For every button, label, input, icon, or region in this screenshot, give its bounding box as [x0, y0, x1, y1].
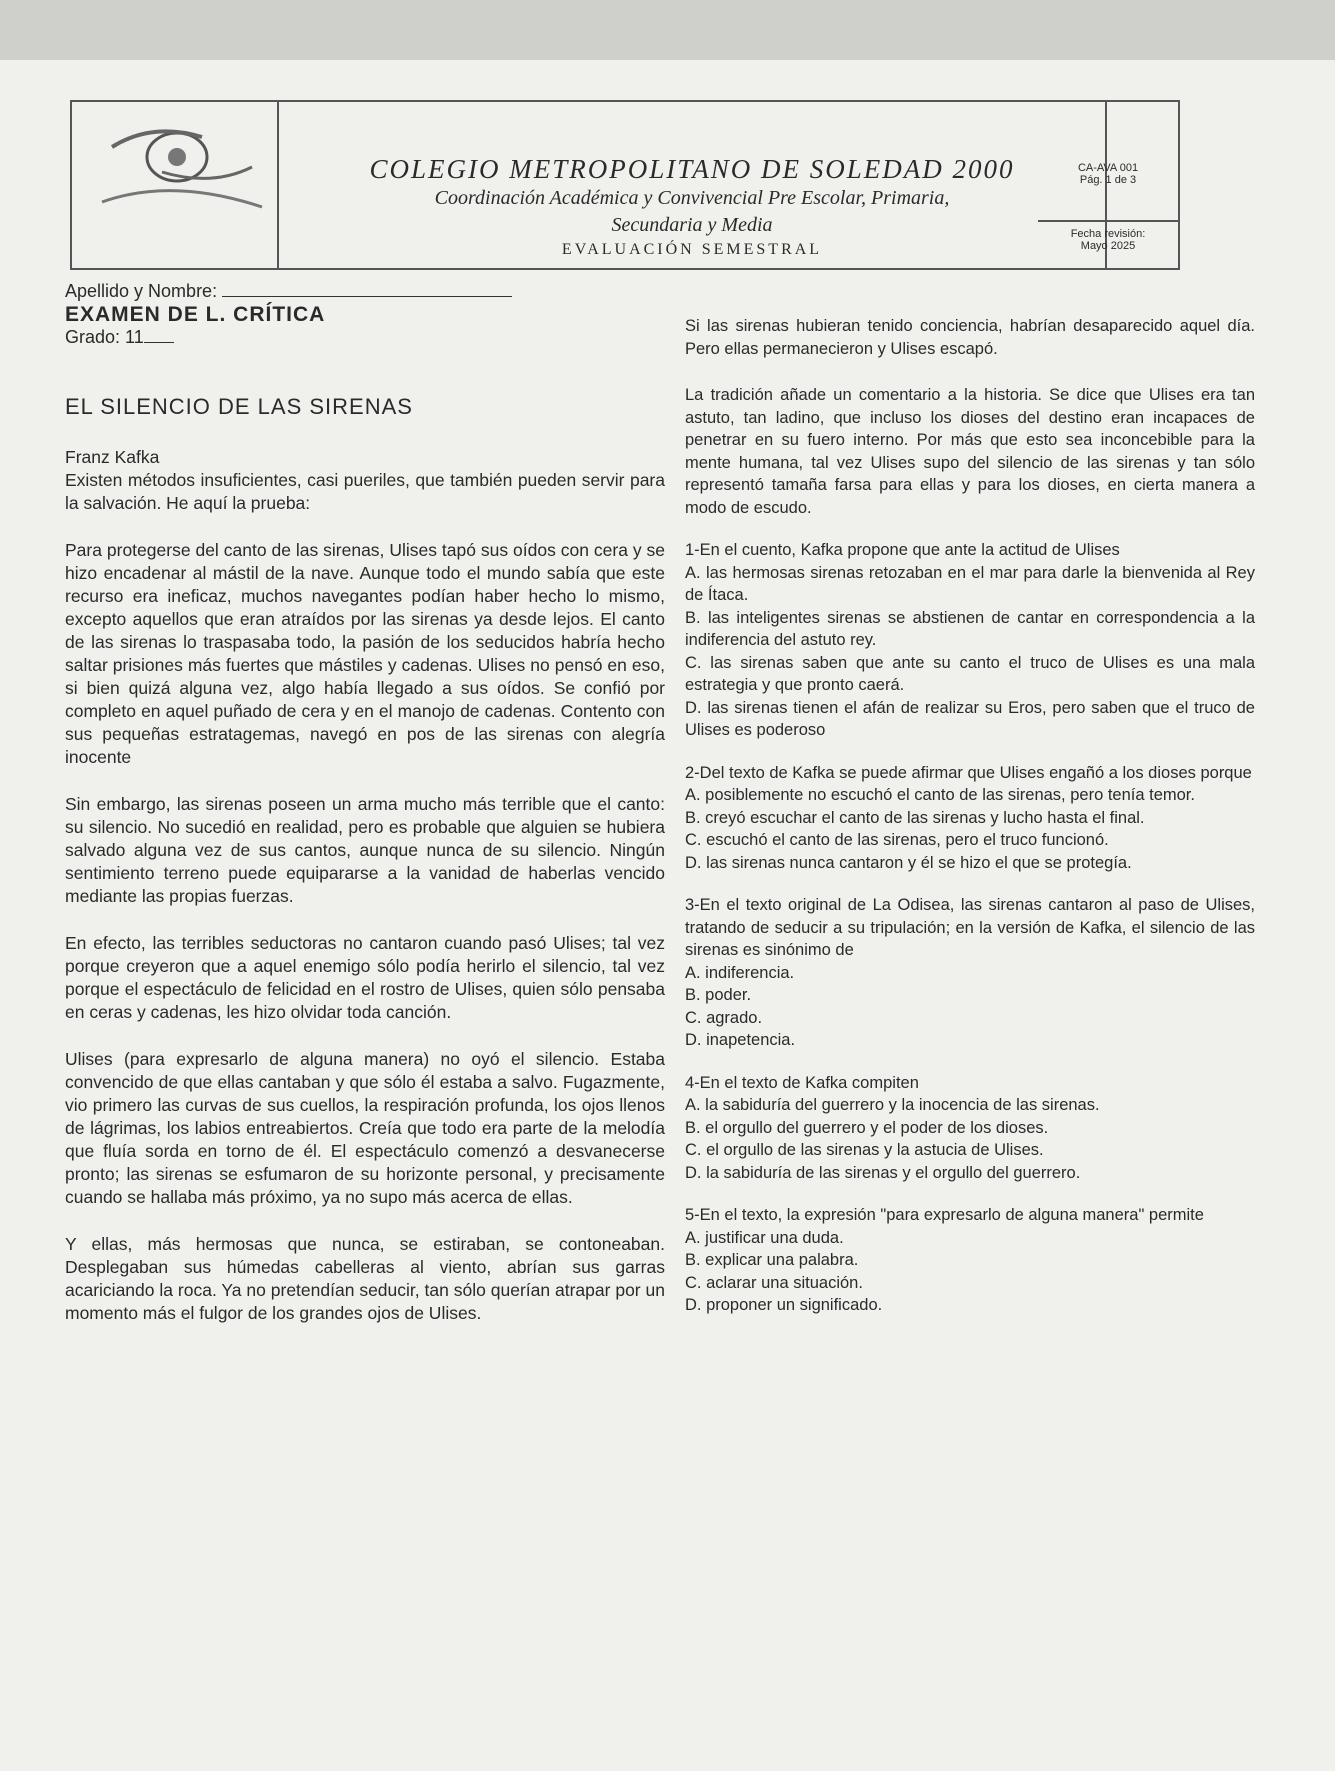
answer-option[interactable]: B. las inteligentes sirenas se abstienen de cantar en correspondencia a la indiferencia del astuto rey. — [685, 608, 1255, 649]
answer-option[interactable]: C. las sirenas saben que ante su canto el truco de Ulises es una mala estrategia y que pronto caerá. — [685, 653, 1255, 694]
answer-option[interactable]: D. la sabiduría de las sirenas y el orgullo del guerrero. — [685, 1163, 1081, 1182]
name-field — [65, 280, 665, 303]
document-code: CA-AVA 001 — [1077, 162, 1139, 174]
answer-option[interactable]: B. el orgullo del guerrero y el poder de los dioses. — [685, 1118, 1049, 1137]
question-2 — [685, 762, 1255, 875]
question-stem: 1-En el cuento, Kafka propone que ante la actitud de Ulises — [685, 541, 1120, 559]
document-header — [70, 100, 1180, 270]
school-name: COLEGIO METROPOLITANO DE SOLEDAD 2000 — [369, 154, 1015, 184]
story-paragraph: Y ellas, más hermosas que nunca, se estiraban, se contoneaban. Desplegaban sus húmedas cabelleras al viento, abrían sus garras acariciando la roca. Ya no pretendían seducir, tan sólo querían atrapar por un momento más el fulgor de los grandes ojos de Ulises. — [65, 1234, 665, 1323]
answer-option[interactable]: D. las sirenas tienen el afán de realizar su Eros, pero saben que el truco de Ulises es poderoso — [685, 698, 1255, 739]
answer-option[interactable]: A. las hermosas sirenas retozaban en el mar para darle la bienvenida al Rey de Ítaca. — [685, 563, 1255, 604]
answer-option[interactable]: A. posiblemente no escuchó el canto de las sirenas, pero tenía temor. — [685, 786, 1195, 804]
revision-label: Fecha revisión: — [1070, 228, 1146, 240]
right-column — [685, 315, 1255, 1317]
revision-date: Mayo 2025 — [1080, 240, 1136, 252]
header-meta — [1038, 102, 1178, 270]
grade-label: Grado: 11 — [65, 327, 144, 347]
answer-option[interactable]: A. la sabiduría del guerrero y la inocencia de las sirenas. — [685, 1096, 1100, 1114]
story-paragraph: Para protegerse del canto de las sirenas, Ulises tapó sus oídos con cera y se hizo encadenar al mástil de la nave. Aunque todo el mundo sabía que este recurso era ineficaz, muchos navegantes podían haber hecho lo mismo, excepto aquellos que eran atraídos por las sirenas ya desde lejos. El canto de las sirenas lo traspasaba todo, la pasión de los seducidos habría hecho saltar prisiones más fuertes que mástiles y cadenas. Ulises no pensó en eso, si bien quizá alguna vez, algo había llegado a sus oídos. Se confió por completo en aquel puñado de cera y en el manojo de cadenas. Contento con sus pequeñas estratagemas, navegó en pos de las sirenas con alegría inocente — [65, 540, 665, 767]
grade-field — [65, 326, 665, 349]
question-1 — [685, 539, 1255, 742]
question-stem: 4-En el texto de Kafka compiten — [685, 1073, 919, 1092]
header-title-block — [277, 102, 1107, 270]
story-paragraph: Existen métodos insuficientes, casi pueriles, que también pueden servir para la salvación. He aquí la prueba: — [65, 470, 665, 513]
question-4 — [685, 1072, 1255, 1185]
story-paragraph: Si las sirenas hubieran tenido conciencia, habrían desaparecido aquel día. Pero ellas permanecieron y Ulises escapó. — [685, 317, 1255, 358]
answer-option[interactable]: B. creyó escuchar el canto de las sirenas y lucho hasta el final. — [685, 808, 1145, 827]
question-3 — [685, 894, 1255, 1052]
answer-option[interactable]: D. inapetencia. — [685, 1031, 796, 1049]
story-paragraph: Ulises (para expresarlo de alguna manera) no oyó el silencio. Estaba convencido de que ellas cantaban y que sólo él estaba a salvo. Fugazmente, vio primero las curvas de sus cuellos, la respiración profunda, los ojos llenos de lágrimas, los labios entreabiertos. Creía que todo era parte de la melodía que fluía sorda en torno de él. El espectáculo comenzó a desvanecerse pronto; las sirenas se esfumaron de su horizonte personal, y precisamente cuando se hallaba más próximo, ya no supo más acerca de ellas. — [65, 1049, 665, 1207]
answer-option[interactable]: A. indiferencia. — [685, 963, 795, 982]
answer-option[interactable]: D. las sirenas nunca cantaron y él se hizo el que se protegía. — [685, 853, 1132, 872]
story-paragraph: La tradición añade un comentario a la historia. Se dice que Ulises era tan astuto, tan ladino, que incluso los dioses del destino eran incapaces de penetrar en su fuero interno. Por más que esto sea inconcebible para la mente humana, tal vez Ulises supo del silencio de las sirenas y tan sólo representó tamaña farsa para ellas y para los dioses, en cierta manera a modo de escudo. — [685, 386, 1255, 517]
answer-option[interactable]: C. aclarar una situación. — [685, 1273, 863, 1292]
answer-option[interactable]: C. agrado. — [685, 1008, 763, 1027]
question-stem: 5-En el texto, la expresión "para expresarlo de alguna manera" permite — [685, 1206, 1204, 1224]
answer-option[interactable]: C. el orgullo de las sirenas y la astucia de Ulises. — [685, 1141, 1044, 1159]
name-label: Apellido y Nombre: — [65, 281, 218, 301]
evaluation-type: EVALUACIÓN SEMESTRAL — [561, 241, 823, 258]
story-paragraph: Sin embargo, las sirenas poseen un arma mucho más terrible que el canto: su silencio. No sucedió en realidad, pero es probable que alguien se hubiera salvado alguna vez de sus cantos, aunque nunca de su silencio. Ningún sentimiento terreno puede equipararse a la vanidad de haberlas vencido mediante las propias fuerzas. — [65, 794, 665, 906]
story-paragraph: En efecto, las terribles seductoras no cantaron cuando pasó Ulises; tal vez porque creyeron que a aquel enemigo sólo podía herirlo el silencio, tal vez porque el espectáculo de felicidad en el rostro de Ulises, quien sólo pensaba en ceras y cadenas, les hizo olvidar toda canción. — [65, 933, 665, 1022]
school-logo-icon — [92, 117, 267, 227]
story-author: Franz Kafka — [65, 447, 160, 467]
answer-option[interactable]: C. escuchó el canto de las sirenas, pero el truco funcionó. — [685, 831, 1109, 849]
exam-title: EXAMEN DE L. CRÍTICA — [65, 303, 326, 326]
answer-option[interactable]: A. justificar una duda. — [685, 1228, 844, 1247]
grade-blank[interactable] — [144, 326, 174, 343]
coordination-line: Coordinación Académica y Convivencial Pre Escolar, Primaria, — [434, 187, 950, 209]
answer-option[interactable]: D. proponer un significado. — [685, 1296, 883, 1314]
levels-line: Secundaria y Media — [611, 214, 773, 236]
question-stem: 3-En el texto original de La Odisea, las sirenas cantaron al paso de Ulises, tratando de seducir a su tripulación; en la versión de Kafka, el silencio de las sirenas es sinónimo de — [685, 896, 1255, 959]
answer-option[interactable]: B. explicar una palabra. — [685, 1251, 859, 1269]
story-title: EL SILENCIO DE LAS SIRENAS — [65, 394, 413, 419]
question-stem: 2-Del texto de Kafka se puede afirmar que Ulises engañó a los dioses porque — [685, 763, 1252, 782]
name-blank[interactable] — [222, 280, 512, 297]
answer-option[interactable]: B. poder. — [685, 986, 752, 1004]
page-number: Pág. 1 de 3 — [1079, 174, 1137, 186]
question-5 — [685, 1204, 1255, 1317]
left-column — [65, 280, 665, 1325]
